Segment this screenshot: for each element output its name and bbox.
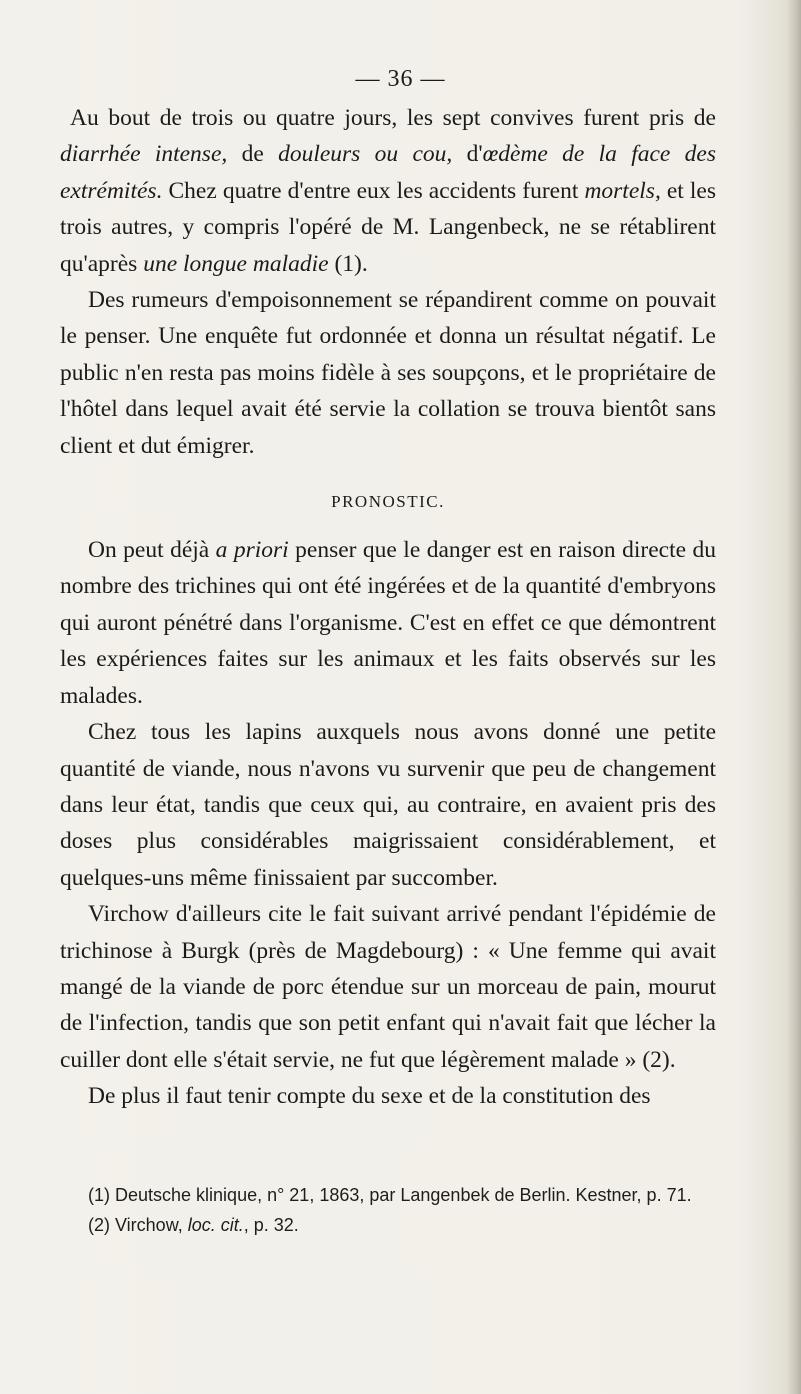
paragraphs-after-heading	[60, 532, 716, 1115]
page-number: — 36 —	[355, 66, 446, 92]
text-run: Virchow d'ailleurs cite le fait suivant arrivé pendant l'épidémie de trichinose à Burgk (près de Magdebourg) : « Une femme qui avait mangé de la viande de porc étendue sur un morceau de pain, mourut de l'infection, tandis que son petit enfant qui n'avait fait que lécher la cuiller dont elle s'était servie, ne fut que légèrement malade » (2).	[60, 901, 716, 1073]
paragraph	[60, 1078, 716, 1114]
italic-text: loc. cit.	[187, 1215, 244, 1235]
paragraph	[60, 282, 716, 464]
section-heading: PRONOSTIC.	[331, 492, 445, 512]
italic-text: douleurs ou cou,	[278, 141, 453, 168]
text-run: On peut déjà	[88, 537, 216, 564]
paragraphs-before-heading	[60, 100, 716, 464]
text-run: penser que le danger est en raison directe du nombre des trichines qui ont été ingérées et de la quantité d'embryons qui auront pénétré dans l'organisme. C'est en effet ce que démontrent les expériences faites sur les animaux et les faits observés sur les malades.	[60, 537, 716, 709]
text-run: De plus il faut tenir compte du sexe et de la constitution des	[88, 1083, 651, 1110]
paragraph	[60, 532, 716, 714]
page-edge-shadow	[787, 0, 801, 1394]
paragraph	[60, 896, 716, 1078]
text-run: (1) Deutsche klinique, n° 21, 1863, par Langenbek de Berlin. Kestner, p. 71.	[88, 1185, 692, 1205]
text-run: (2) Virchow,	[88, 1215, 188, 1235]
text-run: d'	[452, 141, 483, 168]
text-run: de	[227, 141, 279, 168]
italic-text: une longue maladie	[143, 250, 329, 277]
text-run: Chez tous les lapins auxquels nous avons donné une petite quantité de viande, nous n'avons vu survenir que peu de changement dans leur état, tandis que ceux qui, au contraire, en avaient pris des doses plus considérables maigrissaient considérablement, et quelques-uns même finissaient par succomber.	[60, 719, 716, 891]
text-run: et les trois autres, y compris l'opéré de M. Langenbeck, ne se rétablirent qu'après	[60, 177, 716, 277]
italic-text: mortels,	[584, 177, 661, 204]
footnotes	[60, 1180, 716, 1240]
text-run: Chez quatre d'entre eux les accidents furent	[162, 177, 585, 204]
italic-text: œdème de la face des extrémités.	[60, 141, 716, 204]
italic-text: a priori	[215, 537, 289, 564]
text-run: Au bout de trois ou quatre jours, les sept convives furent pris de	[70, 105, 716, 131]
footnote	[60, 1210, 716, 1240]
text-run: , p. 32.	[243, 1215, 299, 1235]
body-text	[60, 100, 716, 1115]
footnote	[60, 1180, 716, 1210]
paragraph	[60, 714, 716, 896]
italic-text: diarrhée intense,	[60, 141, 228, 168]
paragraph	[60, 100, 716, 282]
text-run: Des rumeurs d'empoisonnement se répandirent comme on pouvait le penser. Une enquête fut ordonnée et donna un résultat négatif. Le public n'en resta pas moins fidèle à ses soupçons, et le propriétaire de l'hôtel dans lequel avait été servie la collation se trouva bientôt sans client et dut émigrer.	[60, 287, 716, 459]
text-run: (1).	[328, 250, 368, 277]
